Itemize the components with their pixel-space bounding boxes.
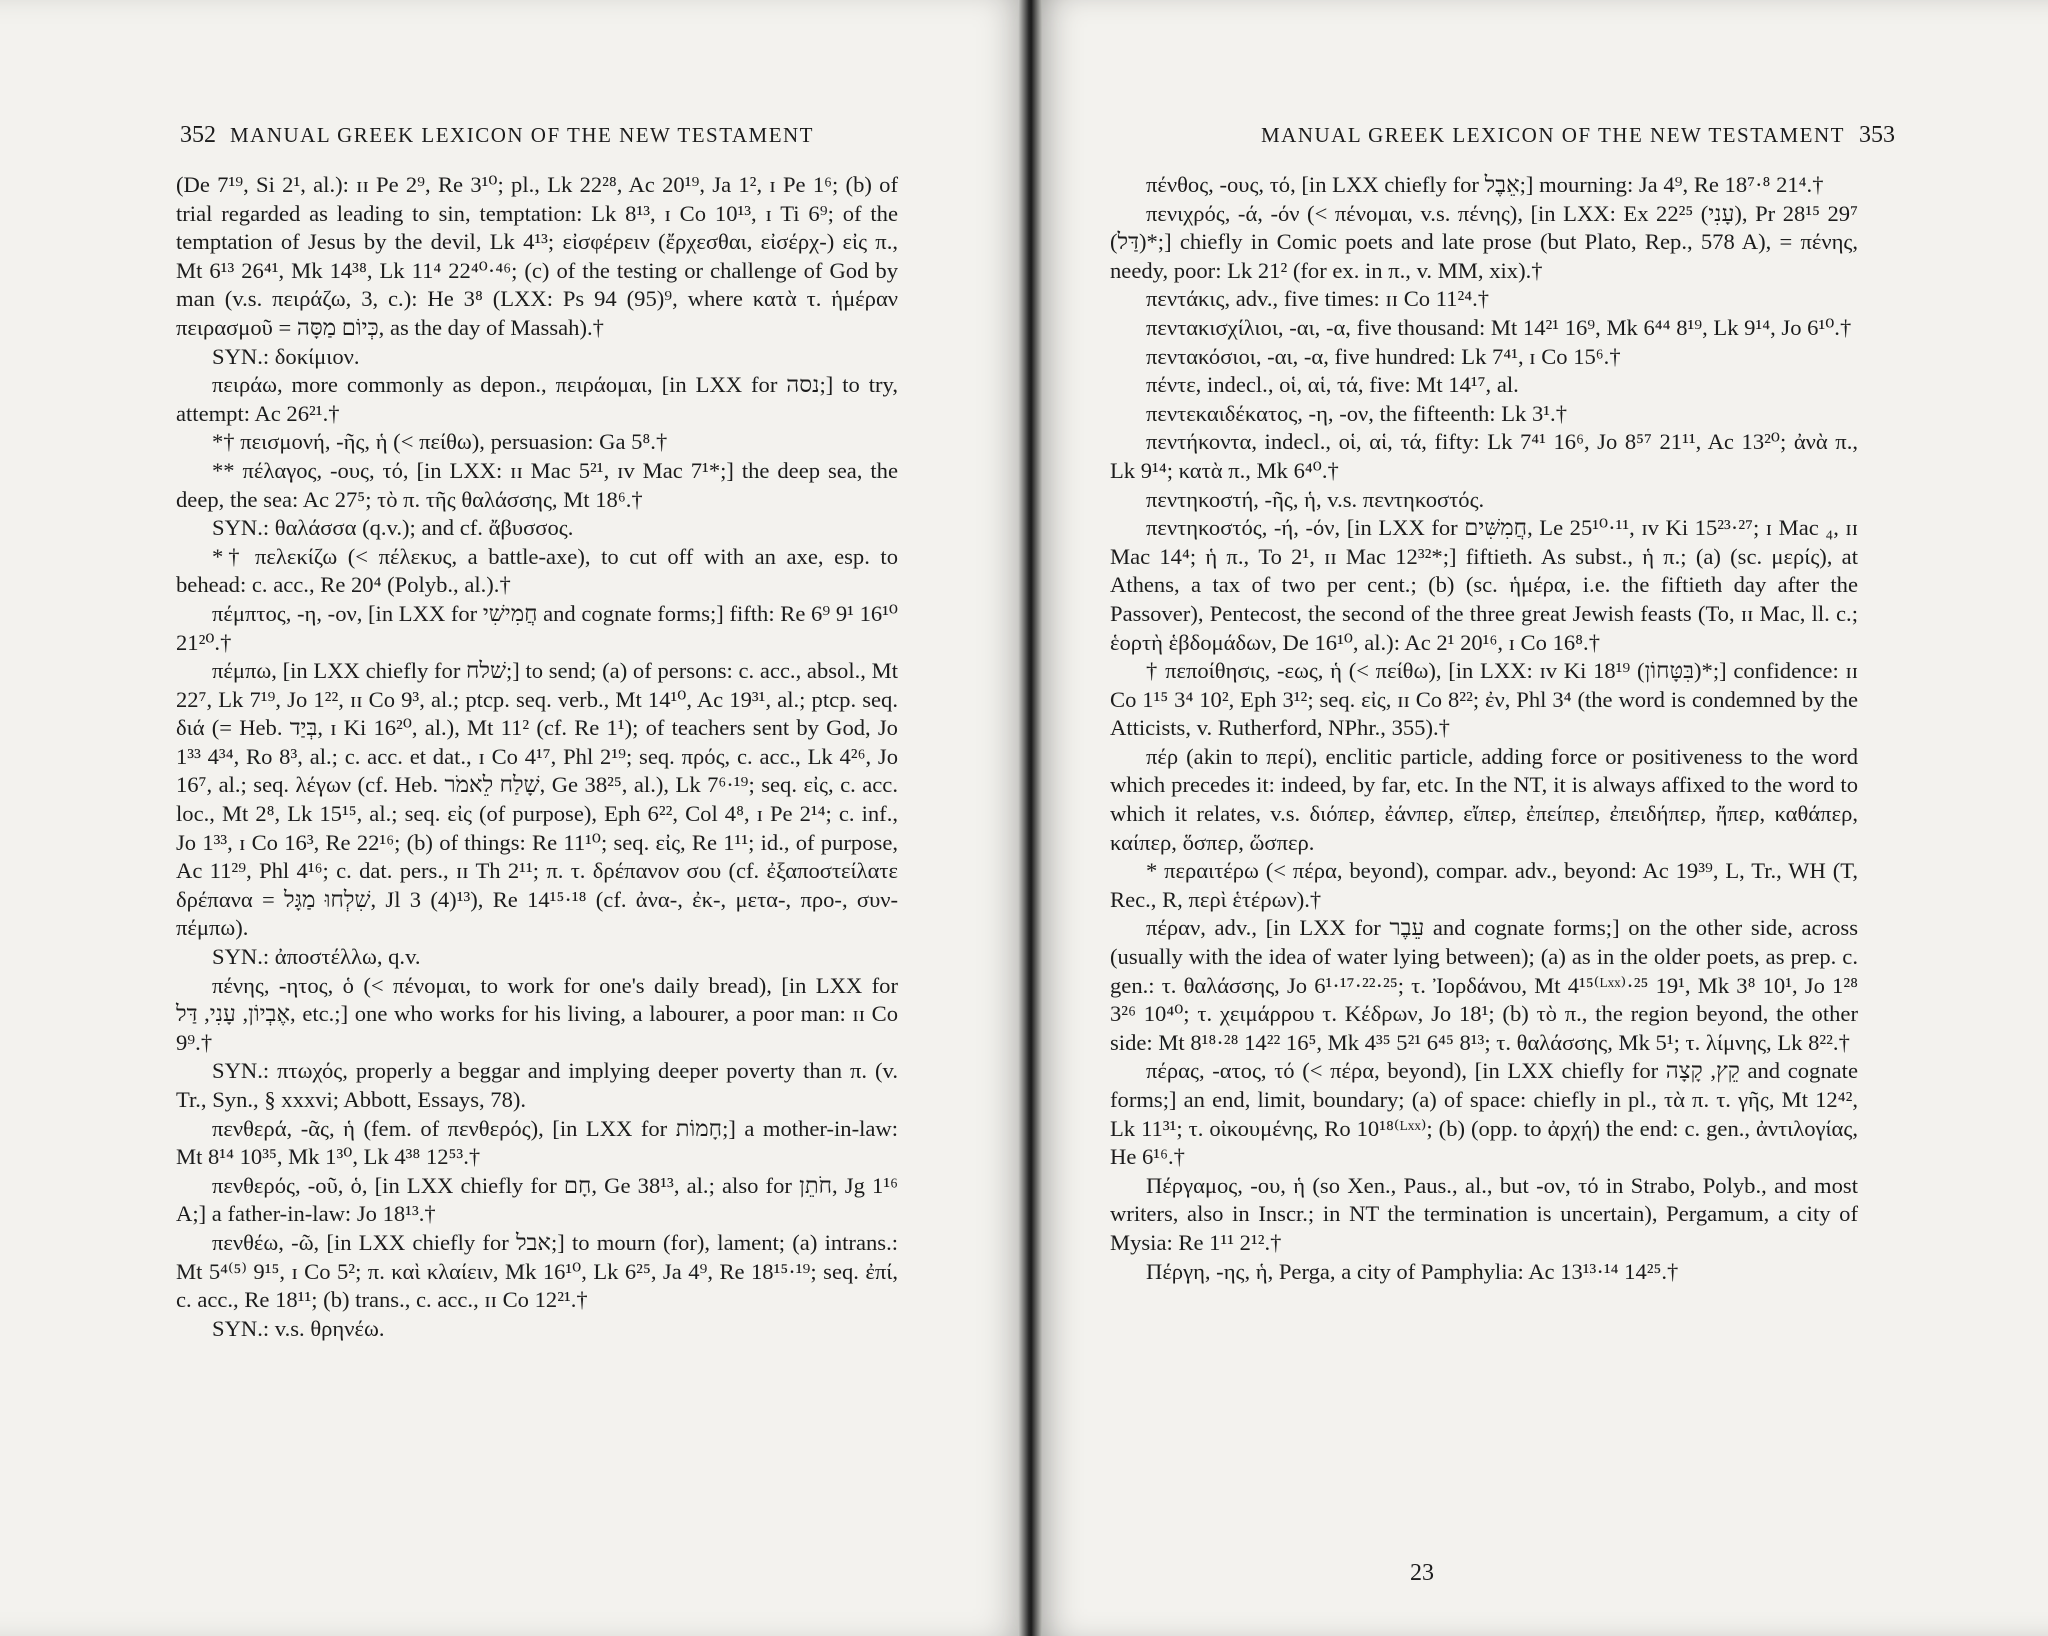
entry-paragraph: Πέργαμος, -ου, ἡ (so Xen., Paus., al., but -ον, τό in Strabo, Polyb., and most writers, also in Inscr.; in NT the termination is uncertain), Pergamum, a city of Mysia: Re 1¹¹ 2¹².† — [1110, 1172, 1858, 1255]
right-running-head — [1235, 122, 1895, 149]
entry-paragraph: πενθερός, -οῦ, ὁ, [in LXX chiefly for חָם, Ge 38¹³, al.; also for חֹתֵן, Jg 1¹⁶ A;] a father-in-law: Jo 18¹³.† — [176, 1172, 898, 1227]
entry-paragraph: πέραν, adv., [in LXX for עֵבֶר and cognate forms;] on the other side, across (usually with the idea of water lying between); (a) as in the older poets, as prep. c. gen.: τ. θαλάσσης, Jo 6¹·¹⁷·²²·²⁵; τ. Ἰορδάνου, Mt 4¹⁵⁽ᴸˣˣ⁾·²⁵ 19¹, Mk 3⁸ 10¹, Jo 1²⁸ 3²⁶ 10⁴⁰; τ. χειμάρρου τ. Κέδρων, Jo 18¹; (b) τὸ π., the region beyond, the other side: Mt 8¹⁸·²⁸ 14²² 16⁵, Mk 4³⁵ 5²¹ 6⁴⁵ 8¹³; τ. θαλάσσης, Mk 5¹; τ. λίμνης, Lk 8²².† — [1110, 915, 1858, 1055]
entry-paragraph: πεντηκοστή, -ῆς, ἡ, v.s. πεντηκοστός. — [1146, 486, 1485, 512]
entry-paragraph: πέμπτος, -η, -ον, [in LXX for חֲמִישִׁי and cognate forms;] fifth: Re 6⁹ 9¹ 16¹⁰ 21²⁰.† — [176, 600, 898, 655]
left-running-head — [180, 122, 900, 149]
entry-paragraph: SYN.: θαλάσσα (q.v.); and cf. ἄβυσσος. — [212, 515, 574, 541]
left-page-number: 352 — [180, 122, 216, 148]
entry-paragraph: πέντε, indecl., οἱ, αἱ, τά, five: Mt 14¹⁷, al. — [1146, 372, 1519, 398]
right-header-title: MANUAL GREEK LEXICON OF THE NEW TESTAMENT — [1260, 123, 1845, 147]
entry-paragraph: SYN.: πτωχός, properly a beggar and implying deeper poverty than π. (v. Tr., Syn., § xxxvi; Abbott, Essays, 78). — [176, 1058, 898, 1112]
entry-paragraph: πέμπω, [in LXX chiefly for שׁלח;] to send; (a) of persons: c. acc., absol., Mt 22⁷, Lk 7¹⁹, Jo 1²², ɪɪ Co 9³, al.; ptcp. seq. verb., Mt 14¹⁰, Ac 19³¹, al.; ptcp. seq. διά (= Heb. בְּיַד, ɪ Ki 16²⁰, al.), Mt 11² (cf. Re 1¹); of teachers sent by God, Jo 1³³ 4³⁴, Ro 8³, al.; c. acc. et dat., ɪ Co 4¹⁷, Phl 2¹⁹; seq. πρός, c. acc., Lk 4²⁶, Jo 16⁷, al.; seq. λέγων (cf. Heb. שָׁלַח לֵאמֹר, Ge 38²⁵, al.), Lk 7⁶·¹⁹; seq. εἰς, c. acc. loc., Mt 2⁸, Lk 15¹⁵, al.; seq. εἰς (of purpose), Eph 6²², Col 4⁸, ɪ Pe 2¹⁴; c. inf., Jo 1³³, ɪ Co 16³, Re 22¹⁶; (b) of things: Re 11¹⁰; seq. εἰς, Re 1¹¹; id., of purpose, Ac 11²⁹, Phl 4¹⁶; c. dat. pers., ɪɪ Th 2¹¹; π. τ. δρέπανον σου (cf. ἐξαποστείλατε δρέπανα = שִׁלְחוּ מַגָּל, Jl 3 (4)¹³), Re 14¹⁵·¹⁸ (cf. ἀνα-, ἐκ-, μετα-, προ-, συν-πέμπω). — [176, 658, 898, 941]
entry-paragraph: *† πεισμονή, -ῆς, ἡ (< πείθω), persuasion: Ga 5⁸.† — [212, 429, 668, 455]
entry-paragraph: *† πελεκίζω (< πέλεκυς, a battle-axe), to cut off with an axe, esp. to behead: c. acc., Re 20⁴ (Polyb., al.).† — [176, 543, 898, 598]
left-header-title: MANUAL GREEK LEXICON OF THE NEW TESTAMENT — [230, 123, 815, 147]
signature-mark: 23 — [1410, 1560, 1434, 1586]
entry-paragraph: SYN.: v.s. θρηνέω. — [212, 1315, 385, 1341]
entry-paragraph: * περαιτέρω (< πέρα, beyond), compar. adv., beyond: Ac 19³⁹, L, Tr., WH (T, Rec., R, περὶ ἑτέρων).† — [1110, 858, 1858, 912]
entry-paragraph: πένθος, -ους, τό, [in LXX chiefly for אֵבֶל;] mourning: Ja 4⁹, Re 18⁷·⁸ 21⁴.† — [1146, 172, 1824, 197]
entry-paragraph: πειράω, more commonly as depon., πειράομαι, [in LXX for נסה;] to try, attempt: Ac 26²¹.† — [176, 372, 899, 426]
entry-paragraph: πέρ (akin to περί), enclitic particle, adding force or positiveness to the word which precedes it: indeed, by far, etc. In the NT, it is always affixed to the word to which it relates, v.s. διόπερ, ἐάνπερ, εἴπερ, ἐπείπερ, ἐπειδήπερ, ἤπερ, καθάπερ, καίπερ, ὅσπερ, ὥσπερ. — [1110, 743, 1858, 855]
entry-paragraph: πένης, -ητος, ὁ (< πένομαι, to work for one's daily bread), [in LXX for אֶבְיוֹן, עָנִי, דַּל, etc.;] one who works for his living, a labourer, a poor man: ɪɪ Co 9⁹.† — [176, 972, 899, 1055]
entry-paragraph: πέρας, -ατος, τό (< πέρα, beyond), [in LXX chiefly for קֵץ, קָצָה and cognate forms;] an end, limit, boundary; (a) of space: chiefly in pl., τὰ π. τ. γῆς, Mt 12⁴², Lk 11³¹; τ. οἰκουμένης, Ro 10¹⁸⁽ᴸˣˣ⁾; (b) (opp. to ἀρχή) the end: c. gen., ἀντιλογίας, He 6¹⁶.† — [1110, 1058, 1858, 1170]
entry-paragraph: † πεποίθησις, -εως, ἡ (< πείθω), [in LXX: ɪᴠ Ki 18¹⁹ (בִּטָּחוֹן)*;] confidence: ɪɪ Co 1¹⁵ 3⁴ 10², Eph 3¹²; seq. εἰς, ɪɪ Co 8²²; ἐν, Phl 3⁴ (the word is condemned by the Atticists, v. Rutherford, NPhr., 355).† — [1110, 658, 1859, 741]
entry-paragraph: SYN.: ἀποστέλλω, q.v. — [212, 944, 421, 970]
entry-paragraph: πεντηκοστός, -ή, -όν, [in LXX for חֲמִשִּׁים, Le 25¹⁰·¹¹, ɪᴠ Ki 15²³·²⁷; ɪ Mac ₄, ɪɪ Mac 14⁴; ἡ π., To 2¹, ɪɪ Mac 12³²*;] fiftieth. As subst., ἡ π.; (a) (sc. μερίς), at Athens, a tax of two per cent.; (b) (sc. ἡμέρα, i.e. the fiftieth day after the Passover), Pentecost, the second of the three great Jewish feasts (To, ɪɪ Mac, ll. c.; ἑορτὴ ἑβδομάδων, De 16¹⁰, al.): Ac 2¹ 20¹⁶, ɪ Co 16⁸.† — [1110, 515, 1858, 655]
entry-paragraph: πεντακισχίλιοι, -αι, -α, five thousand: Mt 14²¹ 16⁹, Mk 6⁴⁴ 8¹⁹, Lk 9¹⁴, Jo 6¹⁰.† — [1146, 314, 1852, 340]
right-page — [1030, 0, 2048, 1636]
entry-paragraph: πεντεκαιδέκατος, -η, -ον, the fifteenth: Lk 3¹.† — [1146, 400, 1567, 426]
entry-paragraph: πενθέω, -ῶ, [in LXX chiefly for אבל;] to mourn (for), lament; (a) intrans.: Mt 5⁴⁽⁵⁾ 9¹⁵, ɪ Co 5²; π. καὶ κλαίειν, Mk 16¹⁰, Lk 6²⁵, Ja 4⁹, Re 18¹⁵·¹⁹; seq. ἐπί, c. acc., Re 18¹¹; (b) trans., c. acc., ɪɪ Co 12²¹.† — [176, 1229, 898, 1313]
entry-paragraph: πεντακόσιοι, -αι, -α, five hundred: Lk 7⁴¹, ɪ Co 15⁶.† — [1146, 343, 1621, 369]
entry-paragraph: SYN.: δοκίμιον. — [212, 343, 360, 369]
entry-paragraph: (De 7¹⁹, Si 2¹, al.): ɪɪ Pe 2⁹, Re 3¹⁰; pl., Lk 22²⁸, Ac 20¹⁹, Ja 1², ɪ Pe 1⁶; (b) of trial regarded as leading to sin, temptation: Lk 8¹³, ɪ Co 10¹³, ɪ Ti 6⁹; of the temptation of Jesus by the devil, Lk 4¹³; εἰσφέρειν (ἔρχεσθαι, εἰσέρχ-) εἰς π., Mt 6¹³ 26⁴¹, Mk 14³⁸, Lk 11⁴ 22⁴⁰·⁴⁶; (c) of the testing or challenge of God by man (v.s. πειράζω, 3, c.): He 3⁸ (LXX: Ps 94 (95)⁹, where κατὰ τ. ἡμέραν πειρασμοῦ = כְּיוֹם מַסָּה, as the day of Massah).† — [176, 172, 898, 340]
entry-paragraph: πενιχρός, -ά, -όν (< πένομαι, v.s. πένης), [in LXX: Ex 22²⁵ (עָנִי), Pr 28¹⁵ 29⁷ (דַּל)*;] chiefly in Comic poets and late prose (but Plato, Rep., 578 A), = πένης, needy, poor: Lk 21² (for ex. in π., v. MM, xix).† — [1110, 200, 1858, 283]
entry-paragraph: πενθερά, -ᾶς, ἡ (fem. of πενθερός), [in LXX for חָמוֹת;] a mother-in-law: Mt 8¹⁴ 10³⁵, Mk 1³⁰, Lk 4³⁸ 12⁵³.† — [176, 1115, 898, 1170]
entry-paragraph: Πέργη, -ης, ἡ, Perga, a city of Pamphylia: Ac 13¹³·¹⁴ 14²⁵.† — [1146, 1258, 1679, 1284]
right-column-text — [1110, 171, 1858, 1286]
entry-paragraph: ** πέλαγος, -ους, τό, [in LXX: ɪɪ Mac 5²¹, ɪᴠ Mac 7¹*;] the deep sea, the deep, the sea: Ac 27⁵; τὸ π. τῆς θαλάσσης, Mt 18⁶.† — [176, 457, 898, 512]
right-page-number: 353 — [1859, 122, 1895, 148]
book-gutter — [1018, 0, 1042, 1636]
left-column-text — [176, 171, 898, 1343]
entry-paragraph: πεντήκοντα, indecl., οἱ, αἱ, τά, fifty: Lk 7⁴¹ 16⁶, Jo 8⁵⁷ 21¹¹, Ac 13²⁰; ἀνὰ π., Lk 9¹⁴; κατὰ π., Mk 6⁴⁰.† — [1110, 429, 1858, 483]
entry-paragraph: πεντάκις, adv., five times: ɪɪ Co 11²⁴.† — [1146, 286, 1490, 312]
